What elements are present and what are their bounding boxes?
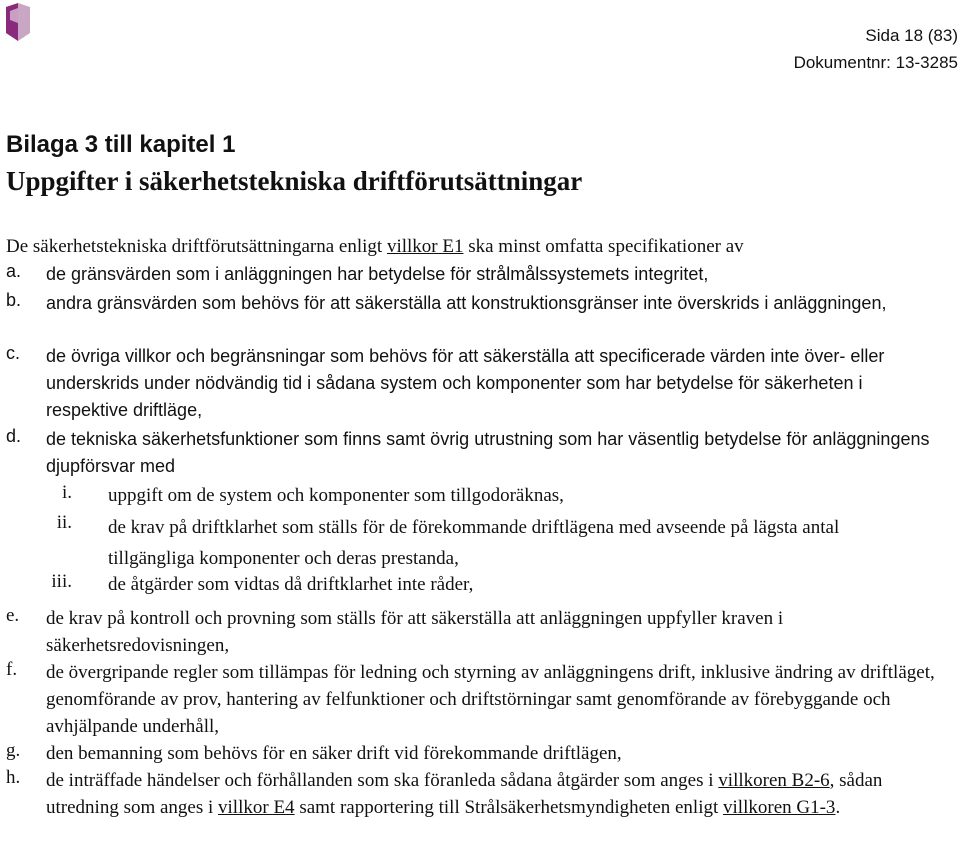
list-item-c: c. de övriga villkor och begränsningar som behövs för att säkerställa att specificerade värden inte över- eller underskrids under nödvändig tid i sådana system och komponenter som har betydelse för säkerheten i respektive driftläge,: [6, 343, 885, 420]
page-number: Sida 18 (83): [865, 26, 958, 45]
link-villkoren-b2-6[interactable]: villkoren B2-6: [718, 770, 830, 791]
list-item-h: h. de inträffade händelser och förhållanden som ska föranleda sådana åtgärder som anges i villkoren B2-6, sådan utredning som anges i villkor E4 samt rapportering till Strålsäkerhetsmyndigheten enligt villkoren G1-3.: [6, 767, 883, 818]
appendix-title: Bilaga 3 till kapitel 1: [6, 131, 236, 158]
ssm-logo-icon: [4, 3, 32, 43]
list-item-g: g. den bemanning som behövs för en säker drift vid förekommande driftlägen,: [6, 740, 622, 764]
link-villkor-e1[interactable]: villkor E1: [386, 236, 464, 257]
link-villkoren-g1-3[interactable]: villkoren G1-3: [723, 797, 836, 818]
appendix-subtitle: Uppgifter i säkerhetstekniska driftförutsättningar: [6, 166, 583, 196]
list-item-f: f. de övergripande regler som tillämpas för ledning och styrning av anläggningens drift, inklusive ändring av driftläget, genomförande av prov, hantering av felfunktioner och driftstörningar samt genomförande av förebyggande och avhjälpande underhåll,: [6, 659, 935, 737]
sublist-item-iii: iii. de åtgärder som vidtas då driftklarhet inte råder,: [51, 571, 474, 595]
link-villkor-e4[interactable]: villkor E4: [218, 797, 295, 818]
list-item-e: e. de krav på kontroll och provning som ställs för att säkerställa att anläggningen uppfyller kraven i säkerhetsredovisningen,: [6, 605, 784, 656]
intro-paragraph: De säkerhetstekniska driftförutsättningarna enligt villkor E1 ska minst omfatta specifikationer av: [6, 236, 744, 257]
list-item-b: b. andra gränsvärden som behövs för att säkerställa att konstruktionsgränser inte överskrids i anläggningen,: [6, 290, 887, 313]
sublist-item-ii: ii. de krav på driftklarhet som ställs för de förekommande driftlägena med avseende på lägsta antal tillgängliga komponenter och deras prestanda,: [56, 512, 840, 569]
page-info: [794, 22, 958, 76]
list-item-a: a. de gränsvärden som i anläggningen har betydelse för strålmålssystemets integritet,: [6, 261, 709, 284]
document-number: Dokumentnr: 13-3285: [793, 53, 958, 72]
list-item-d: d. de tekniska säkerhetsfunktioner som finns samt övrig utrustning som har väsentlig betydelse för anläggningens djupförsvar med: [6, 426, 930, 476]
sublist-item-i: i. uppgift om de system och komponenter som tillgodoräknas,: [61, 482, 564, 506]
